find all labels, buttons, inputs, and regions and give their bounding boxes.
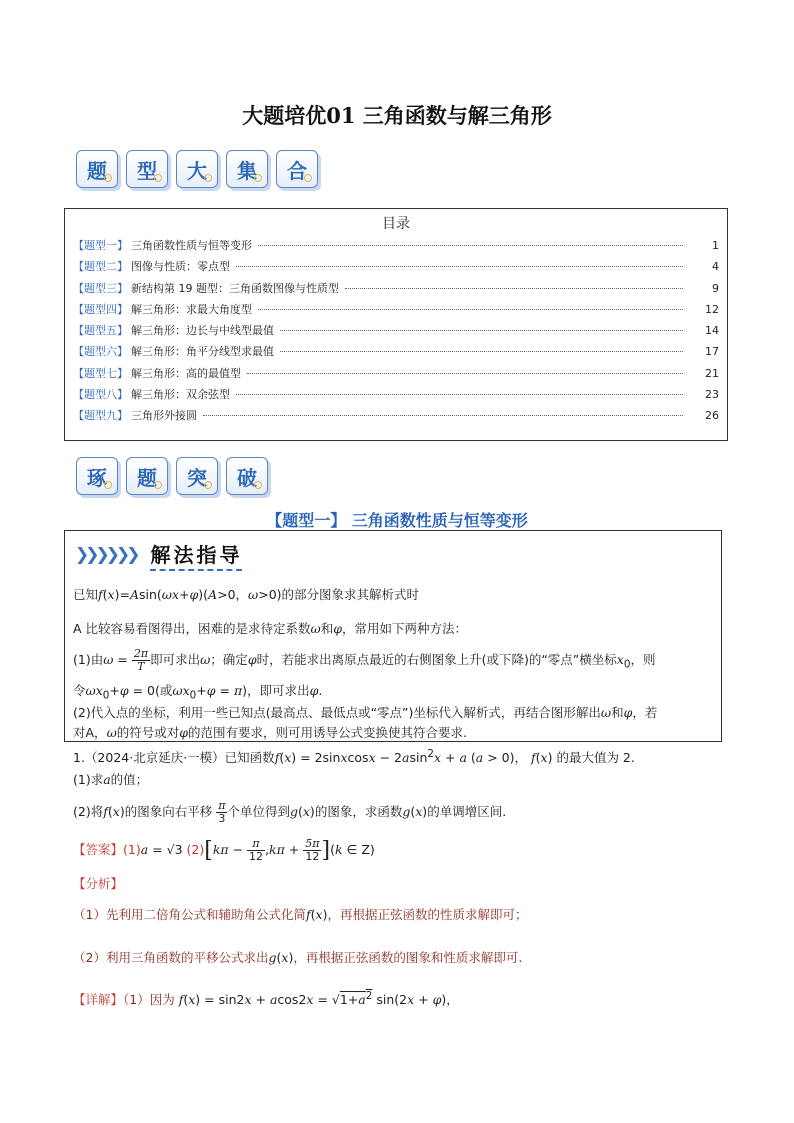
- toc-text: 新结构第 19 题型：三角函数图像与性质型: [131, 281, 339, 295]
- toc-item[interactable]: [65, 407, 727, 428]
- toc-page: 17: [705, 345, 719, 359]
- toc-title: 目录: [382, 216, 410, 232]
- toc-leader: [258, 245, 683, 246]
- text: ，再根据正弦函数的性质求解即可；: [327, 907, 528, 922]
- toc-tag: 【题型七】: [73, 366, 128, 380]
- toc-item[interactable]: [65, 386, 727, 407]
- text: 的值；: [110, 772, 149, 787]
- text: 和: [320, 621, 334, 636]
- toc-tag: 【题型二】: [73, 260, 128, 274]
- toc-item[interactable]: [65, 280, 727, 301]
- toc-page: 23: [705, 388, 719, 402]
- toc-tag: 【题型九】: [73, 409, 128, 423]
- text: (2)代入点的坐标，利用一些已知点(最高点、最低点或“零点”)坐标代入解析式，再结合图形解出: [73, 705, 601, 720]
- text: （1）因为: [123, 992, 175, 1008]
- toc-leader: [258, 309, 683, 310]
- toc-tag: 【题型五】: [73, 324, 128, 338]
- toc-leader: [345, 288, 683, 289]
- chevrons-icon: ❯❯❯❯❯❯: [75, 545, 137, 565]
- toc-leader: [236, 394, 683, 395]
- section-heading: 【题型一】 三角函数性质与恒等变形: [266, 511, 528, 530]
- analysis-1: （1）先利用二倍角公式和辅助角公式化简f(x)，再根据正弦函数的性质求解即可；: [73, 907, 528, 922]
- toc-item[interactable]: [65, 365, 727, 386]
- text: 即可求出: [150, 652, 201, 668]
- banner-tile: 合: [276, 150, 318, 188]
- toc-tag: 【题型三】: [73, 281, 128, 295]
- answer-label: 【答案】: [73, 842, 124, 858]
- fraction: $\frac{\pi}{3}$: [218, 799, 226, 826]
- text: (1)由: [73, 652, 104, 668]
- detail-label: 【详解】: [73, 992, 124, 1008]
- toc-page: 21: [705, 366, 719, 380]
- text: ，再根据正弦函数的图象和性质求解即可.: [293, 950, 523, 965]
- text: 的部分图象求其解析式时: [281, 587, 420, 602]
- toc-item[interactable]: [65, 343, 727, 364]
- text: ，即可求出: [247, 683, 310, 698]
- text: 的图象，求函数: [314, 804, 403, 820]
- text: 个单位得到: [227, 804, 290, 820]
- guide-line: A 比较容易看图得出，困难的是求待定系数ω和φ，常用如下两种方法：: [73, 621, 468, 636]
- guide-method-1-cont: 令$\omega x_0+\varphi = 0$(或$\omega x_0+\varphi = \pi$)，即可求出φ.: [73, 683, 323, 702]
- text: ，常用如下两种方法：: [342, 621, 468, 636]
- text: 对A，: [73, 725, 107, 740]
- text: 的单调增区间.: [427, 804, 507, 820]
- toc-leader: [247, 373, 683, 374]
- text: ，则: [630, 652, 656, 668]
- text: ；确定: [210, 652, 248, 668]
- toc-page: 9: [712, 281, 719, 295]
- analysis-label: 【分析】: [73, 876, 124, 891]
- method-guide-box: [64, 530, 722, 742]
- banner-tile: 琢: [76, 457, 118, 495]
- toc-text: 三角形外接圆: [131, 409, 197, 423]
- text: A 比较容易看图得出，困难的是求待定系数: [73, 621, 311, 636]
- problem-statement: 1.（2024·北京延庆·一模）已知函数f(x) = 2sinxcosx − 2asin$^2$x + a (a > 0)， f(x) 的最大值为 2.: [73, 748, 635, 766]
- toc-text: 解三角形：高的最值型: [131, 366, 241, 380]
- text: 令: [73, 683, 86, 698]
- table-of-contents: [64, 208, 728, 441]
- guide-intro: 已知f(x)=Asin(ωx+φ)(A>0，ω>0)的部分图象求其解析式时: [73, 587, 420, 602]
- toc-leader: [280, 330, 683, 331]
- toc-item[interactable]: [65, 301, 727, 322]
- toc-item[interactable]: [65, 237, 727, 258]
- guide-method-2: (2)代入点的坐标，利用一些已知点(最高点、最低点或“零点”)坐标代入解析式，再结合图形解出ω和φ，若: [73, 705, 658, 720]
- toc-leader: [236, 266, 683, 267]
- toc-item[interactable]: [65, 322, 727, 343]
- guide-method-1: (1)由ω = $\frac{2\pi}{T}$ 即可求出ω；确定φ时，若能求出离原点最近的右侧图象上升(或下降)的“零点”横坐标$x_0$，则: [73, 647, 656, 674]
- text: ，若: [632, 705, 658, 720]
- toc-leader: [280, 351, 683, 352]
- banner-breakthrough: [76, 457, 268, 495]
- page-title: 大题培优01 三角函数与解三角形: [242, 103, 552, 128]
- problem-part-2: (2)将f(x)的图象向右平移 $\frac{\pi}{3}$ 个单位得到g(x)的图象，求函数g(x)的单调增区间.: [73, 799, 507, 826]
- banner-tile: 题: [76, 150, 118, 188]
- toc-text: 解三角形：角平分线型求最值: [131, 345, 274, 359]
- banner-tile: 型: [126, 150, 168, 188]
- toc-page: 1: [712, 239, 719, 252]
- problem-part-1: (1)求a的值；: [73, 772, 149, 787]
- toc-text: 图像与性质：零点型: [131, 260, 230, 274]
- fraction: $\frac{2\pi}{T}$: [133, 647, 149, 674]
- text: 已知: [73, 587, 99, 602]
- text: ，: [514, 750, 528, 766]
- toc-page: 4: [712, 260, 719, 274]
- analysis-2: （2）利用三角函数的平移公式求出g(x)，再根据正弦函数的图象和性质求解即可.: [73, 950, 523, 965]
- toc-page: 26: [705, 409, 719, 423]
- banner-tile: 集: [226, 150, 268, 188]
- toc-text: 三角函数性质与恒等变形: [131, 239, 252, 252]
- fraction: $\frac{\pi}{12}$: [249, 837, 264, 864]
- banner-question-types: [76, 150, 318, 188]
- text: (1)求: [73, 772, 104, 787]
- banner-tile: 题: [126, 457, 168, 495]
- toc-text: 解三角形：边长与中线型最值: [131, 324, 274, 338]
- detail-line: 【详解】（1）因为 $f(x) = \sin 2x + acos2x = √1+a^2$ sin(2x + φ)，: [73, 990, 459, 1008]
- text: (2)将: [73, 804, 104, 820]
- text: 时，若能求出离原点最近的右侧图象上升(或下降)的“零点”横坐标: [256, 652, 617, 668]
- toc-tag: 【题型四】: [73, 302, 128, 316]
- guide-title: 解法指导: [150, 539, 242, 571]
- toc-page: 12: [705, 302, 719, 316]
- math: f: [98, 587, 103, 602]
- banner-tile: 突: [176, 457, 218, 495]
- guide-method-2-cont: 对A，ω的符号或对φ的范围有要求，则可用诱导公式变换使其符合要求.: [73, 725, 468, 740]
- toc-text: 解三角形：求最大角度型: [131, 302, 252, 316]
- text: （2）利用三角函数的平移公式求出: [73, 950, 269, 965]
- banner-tile: 破: [226, 457, 268, 495]
- text: 和: [611, 705, 624, 720]
- text: 的范围有要求，则可用诱导公式变换使其符合要求.: [188, 725, 468, 740]
- toc-page: 14: [705, 324, 719, 338]
- banner-tile: 大: [176, 150, 218, 188]
- text: 的图象向右平移: [124, 804, 213, 820]
- guide-header: [75, 539, 242, 571]
- toc-item[interactable]: [65, 258, 727, 279]
- toc-leader: [203, 415, 683, 416]
- text: （1）先利用二倍角公式和辅助角公式化简: [73, 907, 306, 922]
- toc-tag: 【题型八】: [73, 388, 128, 402]
- text: 的符号或对: [116, 725, 180, 740]
- toc-tag: 【题型一】: [73, 239, 128, 252]
- toc-text: 解三角形：双余弦型: [131, 388, 230, 402]
- text: 1.（2024·北京延庆·一模）已知函数: [73, 750, 275, 766]
- toc-tag: 【题型六】: [73, 345, 128, 359]
- answer-line: 【答案】(1)a = √3 (2)[kπ − $\frac{\pi}{12}$ ,kπ + $\frac{5\pi}{12}$ ](k ∈ Z): [73, 837, 375, 864]
- text: 的最大值为 2.: [556, 750, 635, 766]
- fraction: $\frac{5\pi}{12}$: [305, 837, 320, 864]
